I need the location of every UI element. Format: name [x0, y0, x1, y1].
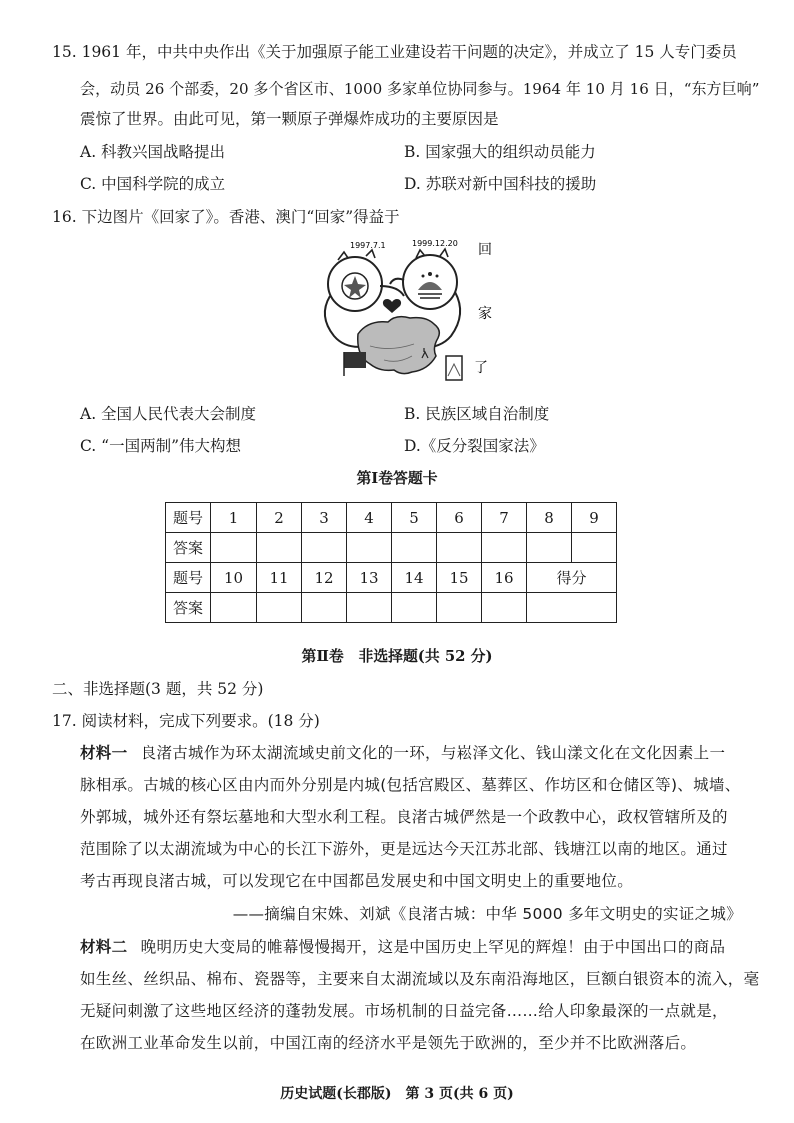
answer-label: 答案: [166, 533, 211, 563]
question-number: 14: [392, 563, 437, 593]
answer-cell[interactable]: [437, 593, 482, 623]
question-number: 12: [302, 563, 347, 593]
caption-char-1: 回: [478, 242, 492, 258]
caption-char-3: 了: [474, 360, 488, 376]
material1-text: 良渚古城作为环太湖流域史前文化的一环，与崧泽文化、钱山漾文化在文化因素上一: [140, 744, 726, 762]
answer-cell[interactable]: [302, 533, 347, 563]
material1-line-2: 脉相承。古城的核心区由内而外分别是内城(包括宫殿区、墓葬区、作坊区和仓储区等)、城墙、: [80, 776, 741, 794]
answer-cell[interactable]: [302, 593, 347, 623]
q15-stem-line-3: 震惊了世界。由此可见，第一颗原子弹爆炸成功的主要原因是: [80, 110, 499, 128]
seal-stamp: [446, 356, 462, 380]
date-right: 1999.12.20: [412, 239, 458, 248]
q15-option-b: B. 国家强大的组织动员能力: [404, 143, 596, 161]
material1-line-5: 考古再现良渚古城，可以发现它在中国都邑发展史和中国文明史上的重要地位。: [80, 872, 634, 890]
answer-card-table: [165, 502, 617, 623]
question-number: 9: [572, 503, 617, 533]
question-number: 16: [482, 563, 527, 593]
page-footer: 历史试题(长郡版) 第 3 页(共 6 页): [280, 1086, 514, 1102]
date-left: 1997.7.1: [350, 241, 386, 250]
flag-icon: [344, 352, 366, 376]
q16-stem: 16. 下边图片《回家了》。香港、澳门“回家”得益于: [52, 208, 400, 226]
question-number: 8: [527, 503, 572, 533]
answer-cell[interactable]: [437, 533, 482, 563]
answer-card-title: 第Ⅰ卷答题卡: [356, 470, 438, 487]
material1-label: 材料一: [80, 744, 128, 762]
question-number: 6: [437, 503, 482, 533]
coming-home-illustration: [300, 236, 500, 396]
question-number: 10: [211, 563, 257, 593]
material2-text: 晚明历史大变局的帷幕慢慢揭开，这是中国历史上罕见的辉煌！由于中国出口的商品: [140, 938, 726, 956]
answer-cell[interactable]: [482, 533, 527, 563]
answer-cell[interactable]: [257, 593, 302, 623]
q16-option-c: C. “一国两制”伟大构想: [80, 437, 242, 455]
material1-line-4: 范围除了以太湖流域为中心的长江下游外，更是远达今天江苏北部、钱塘江以南的地区。通过: [80, 840, 728, 858]
question-number: 5: [392, 503, 437, 533]
question-number: 11: [257, 563, 302, 593]
score-cell[interactable]: [527, 593, 617, 623]
answer-cell[interactable]: [347, 593, 392, 623]
number-label: 题号: [166, 563, 211, 593]
q16-option-d: D.《反分裂国家法》: [404, 437, 545, 455]
q15-option-d: D. 苏联对新中国科技的援助: [404, 175, 597, 193]
answer-cell[interactable]: [482, 593, 527, 623]
part2-title: 第Ⅱ卷 非选择题(共 52 分): [301, 648, 493, 665]
q16-option-b: B. 民族区域自治制度: [404, 405, 550, 423]
answer-cell[interactable]: [527, 533, 572, 563]
table-row: [166, 533, 617, 563]
material1-line-3: 外郭城，城外还有祭坛墓地和大型水利工程。良渚古城俨然是一个政教中心，政权管辖所及的: [80, 808, 728, 826]
material2-line-2: 如生丝、丝织品、棉布、瓷器等，主要来自太湖流域以及东南沿海地区，巨额白银资本的流入，毫: [80, 970, 760, 988]
caption-char-2: 家: [478, 306, 492, 322]
china-map-shape: [358, 317, 440, 374]
answer-cell[interactable]: [211, 533, 257, 563]
q16-option-a: A. 全国人民代表大会制度: [80, 405, 257, 423]
material1-line-1: [80, 742, 725, 764]
table-row: [166, 563, 617, 593]
material2-line-3: 无疑问刺激了这些地区经济的蓬勃发展。市场机制的日益完备……给人印象最深的一点就是，: [80, 1002, 728, 1020]
question-number: 2: [257, 503, 302, 533]
material1-source: ——摘编自宋姝、刘斌《良渚古城：中华 5000 多年文明史的实证之城》: [232, 905, 742, 923]
question-number: 7: [482, 503, 527, 533]
number-label: 题号: [166, 503, 211, 533]
q17-stem: 17. 阅读材料，完成下列要求。(18 分): [52, 712, 320, 730]
material2-line-4: 在欧洲工业革命发生以前，中国江南的经济水平是领先于欧洲的，至少并不比欧洲落后。: [80, 1034, 697, 1052]
section-heading: 二、非选择题(3 题，共 52 分): [52, 680, 264, 698]
question-number: 1: [211, 503, 257, 533]
answer-cell[interactable]: [347, 533, 392, 563]
q15-stem-line-1: 15. 1961 年，中共中央作出《关于加强原子能工业建设若干问题的决定》，并成立了 15 人专门委员: [52, 43, 737, 61]
question-number: 3: [302, 503, 347, 533]
answer-cell[interactable]: [392, 593, 437, 623]
material2-line-1: [80, 936, 725, 958]
q15-option-c: C. 中国科学院的成立: [80, 175, 226, 193]
answer-label: 答案: [166, 593, 211, 623]
q15-option-a: A. 科教兴国战略提出: [80, 143, 226, 161]
answer-cell[interactable]: [572, 533, 617, 563]
answer-cell[interactable]: [257, 533, 302, 563]
score-label: 得分: [527, 563, 617, 593]
question-number: 13: [347, 563, 392, 593]
question-number: 4: [347, 503, 392, 533]
material2-label: 材料二: [80, 938, 128, 956]
table-row: [166, 593, 617, 623]
table-row: [166, 503, 617, 533]
q15-stem-line-2: 会，动员 26 个部委，20 多个省区市、1000 多家单位协同参与。1964 年 10 月 16 日，“东方巨响”: [80, 80, 760, 98]
answer-cell[interactable]: [211, 593, 257, 623]
question-number: 15: [437, 563, 482, 593]
answer-cell[interactable]: [392, 533, 437, 563]
heart-icon: [383, 299, 401, 313]
illustration-drawing: [300, 236, 500, 396]
